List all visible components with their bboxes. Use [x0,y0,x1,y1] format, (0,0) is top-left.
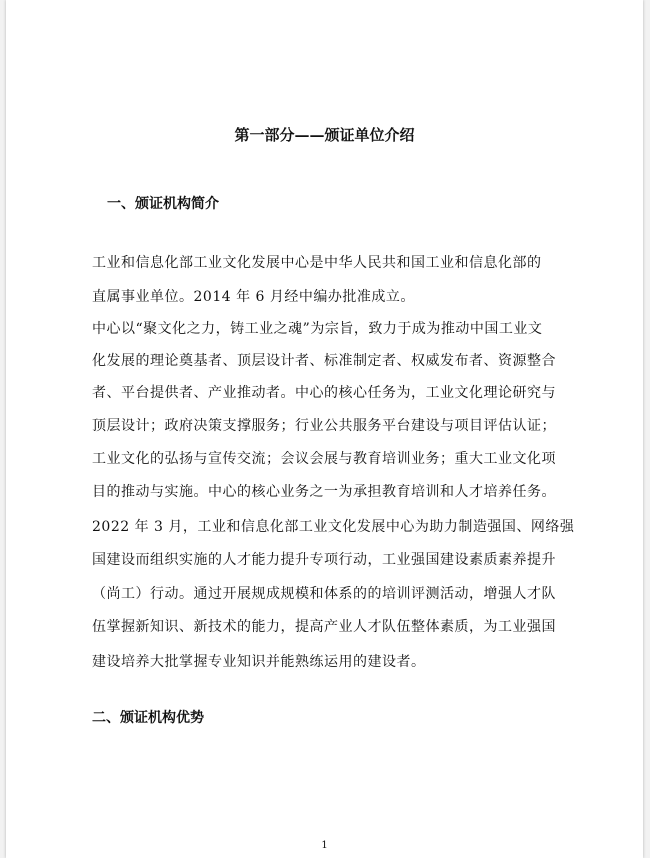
body-line: 化发展的理论奠基者、顶层设计者、标准制定者、权威发布者、资源整合 [92,353,556,369]
body-line: 国建设而组织实施的人才能力提升专项行动，工业强国建设素质素养提升 [92,552,556,568]
document-page [6,0,643,858]
body-line: 直属事业单位。2014 年 6 月经中编办批准成立。 [92,289,415,305]
body-line: 2022 年 3 月，工业和信息化部工业文化发展中心为助力制造强国、网络强 [92,519,575,535]
page-number: 1 [321,840,328,851]
body-line: 目的推动与实施。中心的核心业务之一为承担教育培训和人才培养任务。 [92,484,556,500]
page-title: 第一部分——颁证单位介绍 [234,126,415,144]
section-heading-intro: 一、颁证机构简介 [107,196,219,212]
body-line: 工业文化的弘扬与宣传交流；会议会展与教育培训业务；重大工业文化项 [92,451,556,467]
body-line: （尚工）行动。通过开展规成规模和体系的的培训评测活动，增强人才队 [92,586,556,602]
body-line: 者、平台提供者、产业推动者。中心的核心任务为，工业文化理论研究与 [92,385,556,401]
body-line: 顶层设计；政府决策支撑服务；行业公共服务平台建设与项目评估认证； [92,418,556,434]
body-line: 伍掌握新知识、新技术的能力，提高产业人才队伍整体素质，为工业强国 [92,619,556,635]
body-line: 建设培养大批掌握专业知识并能熟练运用的建设者。 [92,654,426,670]
body-line: 中心以“聚文化之力，铸工业之魂”为宗旨，致力于成为推动中国工业文 [92,321,543,337]
body-line: 工业和信息化部工业文化发展中心是中华人民共和国工业和信息化部的 [92,255,542,271]
section-heading-advantages: 二、颁证机构优势 [92,710,204,726]
